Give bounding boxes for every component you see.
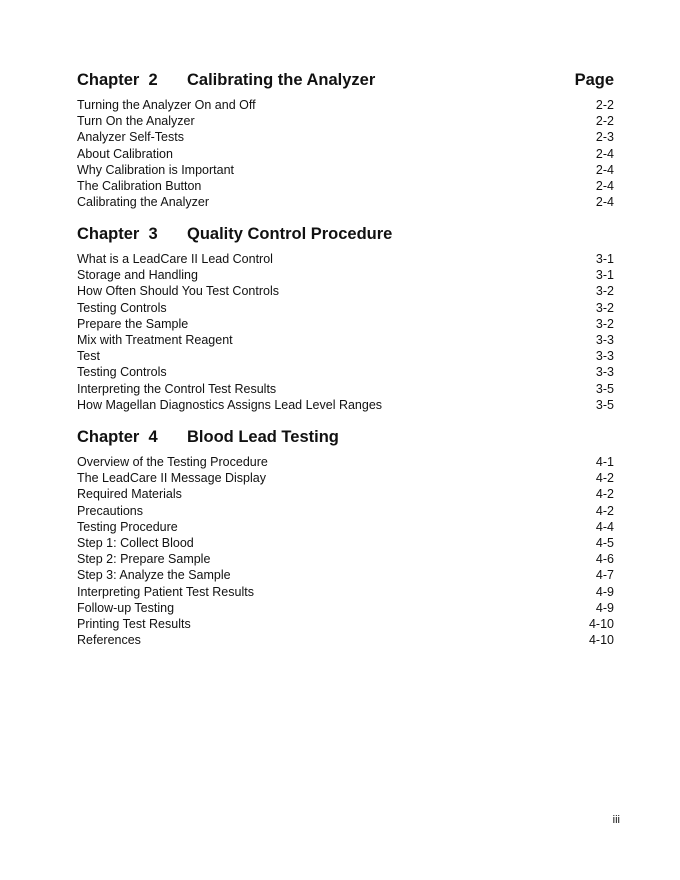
- toc-entry: [77, 632, 614, 648]
- toc-entry: [77, 535, 614, 551]
- toc-entry-page: 4-10: [588, 616, 614, 631]
- toc-entry: [77, 97, 614, 113]
- toc-entry: [77, 397, 614, 413]
- toc-entry-page: 2-4: [595, 178, 614, 193]
- toc-entry-page: 3-2: [595, 284, 614, 299]
- toc-entry-page: 4-2: [595, 503, 614, 518]
- toc-entry: [77, 600, 614, 616]
- toc-entry-page: 2-2: [595, 98, 614, 112]
- toc-entry-page: 3-5: [595, 397, 614, 412]
- toc-entry-list: [77, 97, 614, 210]
- toc-entry-page: 4-4: [595, 519, 614, 534]
- chapter-title: Blood Lead Testing: [187, 428, 339, 446]
- toc-entry: [77, 332, 614, 348]
- chapter-title: Calibrating the Analyzer: [187, 71, 376, 89]
- toc-entry: [77, 178, 614, 194]
- toc-entry-title: Analyzer Self-Tests: [77, 130, 184, 145]
- toc-entry: [77, 251, 614, 267]
- toc-entry: [77, 300, 614, 316]
- toc-entry-title: Step 3: Analyze the Sample: [77, 568, 231, 583]
- toc-entry-page: 3-2: [595, 316, 614, 331]
- toc-entry-title: Calibrating the Analyzer: [77, 195, 210, 210]
- chapter-number: Chapter 4: [77, 428, 158, 446]
- toc-entry: [77, 129, 614, 145]
- chapter-number: Chapter 3: [77, 225, 158, 243]
- toc-entry-title: Turning the Analyzer On and Off: [77, 98, 256, 112]
- toc-entry-title: Interpreting Patient Test Results: [77, 584, 254, 599]
- toc-entry-title: What is a LeadCare II Lead Control: [77, 252, 273, 266]
- page-column-header: Page: [574, 71, 614, 89]
- toc-entry-page: 3-1: [595, 268, 614, 283]
- toc-entry-page: 4-9: [595, 600, 614, 615]
- toc-entry-page: 2-2: [595, 114, 614, 129]
- toc-entry-title: Mix with Treatment Reagent: [77, 332, 233, 347]
- chapter-3-section: [77, 225, 614, 413]
- chapter-title: Quality Control Procedure: [187, 225, 393, 243]
- toc-entry-page: 4-2: [595, 487, 614, 502]
- toc-entry: [77, 162, 614, 178]
- toc-entry-page: 4-1: [595, 455, 614, 469]
- toc-entry-page: 4-5: [595, 535, 614, 550]
- toc-entry-title: About Calibration: [77, 146, 173, 161]
- toc-entry-title: Testing Controls: [77, 300, 167, 315]
- toc-entry-page: 4-10: [588, 633, 614, 648]
- toc-entry-title: How Often Should You Test Controls: [77, 284, 279, 299]
- toc-entry: [77, 283, 614, 299]
- toc-entry-title: Turn On the Analyzer: [77, 114, 195, 129]
- toc-entry-title: The LeadCare II Message Display: [77, 471, 266, 486]
- toc-entry-title: Required Materials: [77, 487, 182, 502]
- toc-entry-page: 3-3: [595, 332, 614, 347]
- chapter-2-section: [77, 71, 614, 210]
- toc-entry-list: [77, 454, 614, 648]
- toc-entry-page: 3-5: [595, 381, 614, 396]
- toc-entry-page: 4-9: [595, 584, 614, 599]
- toc-entry: [77, 146, 614, 162]
- toc-entry: [77, 519, 614, 535]
- toc-entry: [77, 454, 614, 470]
- toc-entry-title: Test: [77, 349, 100, 364]
- footer-page-number: iii: [612, 814, 620, 826]
- toc-entry-page: 3-3: [595, 349, 614, 364]
- toc-entry: [77, 348, 614, 364]
- toc-entry-title: Precautions: [77, 503, 144, 518]
- toc-entry-list: [77, 251, 614, 413]
- toc-entry-page: 3-3: [595, 365, 614, 380]
- toc-entry: [77, 470, 614, 486]
- toc-entry: [77, 567, 614, 583]
- toc-entry-title: Prepare the Sample: [77, 316, 189, 331]
- toc-entry: [77, 551, 614, 567]
- toc-entry-title: References: [77, 633, 141, 648]
- toc-entry-title: Interpreting the Control Test Results: [77, 381, 277, 396]
- toc-entry-page: 2-4: [595, 195, 614, 210]
- toc-entry-page: 4-6: [595, 552, 614, 567]
- toc-entry-page: 4-2: [595, 471, 614, 486]
- toc-entry-title: Testing Controls: [77, 365, 167, 380]
- chapter-4-section: [77, 428, 614, 648]
- toc-entry-page: 2-4: [595, 146, 614, 161]
- toc-entry-title: Testing Procedure: [77, 519, 178, 534]
- toc-entry-title: Step 2: Prepare Sample: [77, 552, 211, 567]
- toc-entry: [77, 194, 614, 210]
- toc-entry-title: Storage and Handling: [77, 268, 198, 283]
- toc-entry: [77, 503, 614, 519]
- toc-entry: [77, 364, 614, 380]
- toc-entry-title: Follow-up Testing: [77, 600, 175, 615]
- toc-entry: [77, 584, 614, 600]
- chapter-number: Chapter 2: [77, 71, 158, 89]
- toc-entry-page: 4-7: [595, 568, 614, 583]
- toc-entry-title: Overview of the Testing Procedure: [77, 455, 268, 469]
- toc-entry-page: 3-2: [595, 300, 614, 315]
- toc-entry-title: Step 1: Collect Blood: [77, 535, 194, 550]
- toc-entry: [77, 381, 614, 397]
- chapter-heading: [77, 225, 614, 247]
- chapter-heading: [77, 428, 614, 450]
- toc-entry: [77, 113, 614, 129]
- toc-entry: [77, 316, 614, 332]
- toc-entry-title: Why Calibration is Important: [77, 162, 235, 177]
- toc-entry: [77, 267, 614, 283]
- toc-entry: [77, 616, 614, 632]
- toc-entry-page: 3-1: [595, 252, 614, 266]
- toc-entry-title: Printing Test Results: [77, 616, 191, 631]
- toc-entry-title: How Magellan Diagnostics Assigns Lead Level Ranges: [77, 397, 383, 412]
- toc-entry-title: The Calibration Button: [77, 178, 202, 193]
- chapter-heading: [77, 71, 614, 93]
- toc-entry: [77, 486, 614, 502]
- toc-entry-page: 2-3: [595, 130, 614, 145]
- toc-entry-page: 2-4: [595, 162, 614, 177]
